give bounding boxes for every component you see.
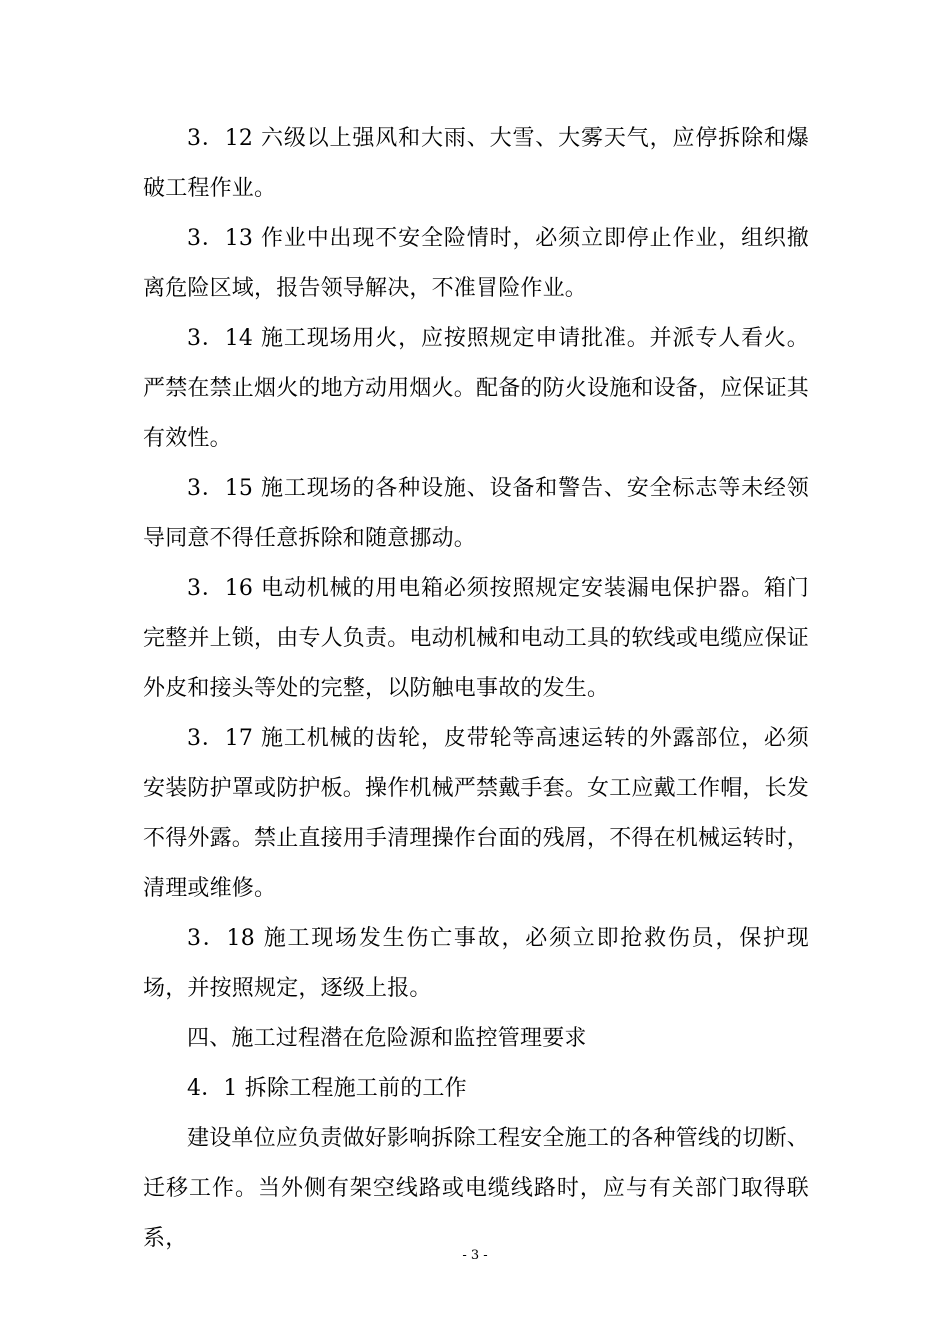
paragraph-3-17: 3．17 施工机械的齿轮，皮带轮等高速运转的外露部位，必须安装防护罩或防护板。操作机械严禁戴手套。女工应戴工作帽，长发不得外露。禁止直接用手清理操作台面的残屑，不得在机械运转时，清理或维修。 — [143, 726, 810, 901]
paragraph-4-1-body: 建设单位应负责做好影响拆除工程安全施工的各种管线的切断、迁移工作。当外侧有架空线路或电缆线路时，应与有关部门取得联系， — [143, 1126, 809, 1251]
paragraph-3-15: 3．15 施工现场的各种设施、设备和警告、安全标志等未经领导同意不得任意拆除和随意挪动。 — [143, 476, 809, 551]
paragraph-3-14: 3．14 施工现场用火，应按照规定申请批准。并派专人看火。严禁在禁止烟火的地方动用烟火。配备的防火设施和设备，应保证其有效性。 — [143, 326, 810, 451]
paragraph-3-12: 3．12 六级以上强风和大雨、大雪、大雾天气，应停拆除和爆破工程作业。 — [143, 126, 809, 201]
section-heading-4: 四、施工过程潜在危险源和监控管理要求 — [187, 1026, 587, 1051]
document-body — [143, 114, 809, 1264]
paragraph-3-18: 3．18 施工现场发生伤亡事故，必须立即抢救伤员，保护现场，并按照规定，逐级上报。 — [143, 926, 809, 1001]
page-number: - 3 - — [462, 1248, 488, 1263]
paragraph-3-13: 3．13 作业中出现不安全险情时，必须立即停止作业，组织撤离危险区域，报告领导解决，不准冒险作业。 — [143, 226, 809, 301]
subsection-heading-4-1: 4．1 拆除工程施工前的工作 — [187, 1076, 467, 1101]
paragraph-3-16: 3．16 电动机械的用电箱必须按照规定安装漏电保护器。箱门完整并上锁，由专人负责。电动机械和电动工具的软线或电缆应保证外皮和接头等处的完整，以防触电事故的发生。 — [143, 576, 810, 701]
